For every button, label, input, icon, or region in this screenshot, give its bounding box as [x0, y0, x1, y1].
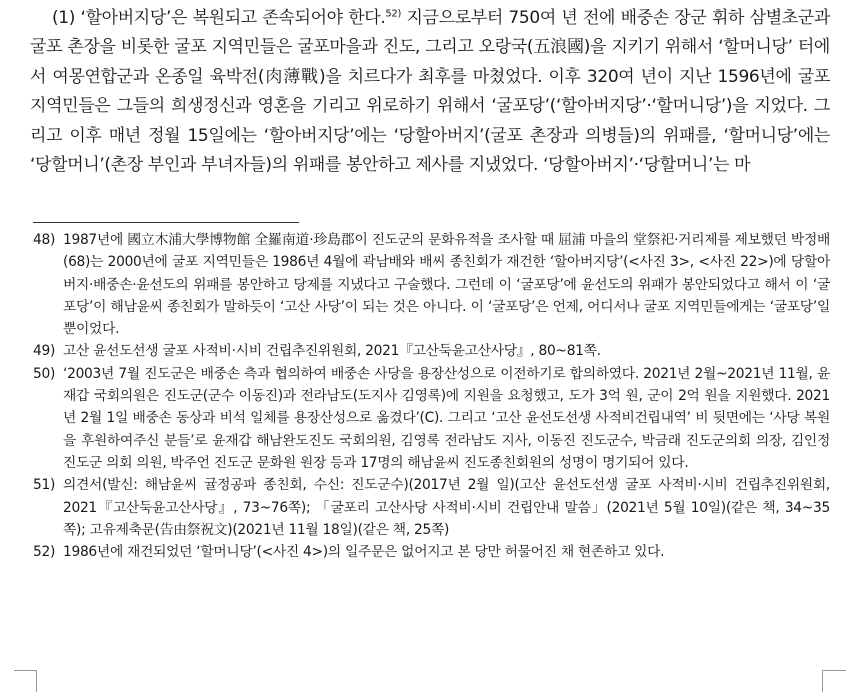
footnote-49: [33, 340, 830, 362]
footnote-48: [33, 229, 830, 340]
footnote-number: 49): [33, 343, 56, 360]
footnote-text: ‘2003년 7월 진도군은 배중손 측과 협의하여 배중손 사당을 용장산성으로 이전하기로 합의하였다. 2021년 2월~2021년 11월, 윤재갑 국회의원은 진도군(군수 이동진)과 전라남도(도지사 김영록)에 지원을 요청했고, 도가 3억 원, 군이 2억 원을 지원했다. 2021년 2월 1일 배중손 동상과 비석 일체를 용장산성으로 옮겼다’(C). 그리고 ‘고산 윤선도선생 사적비건립내역’ 비 뒷면에는 ‘사당 복원을 후원하여주신 분들’로 윤재갑 해남완도진도 국회의원, 김영록 전라남도 지사, 이동진 진도군수, 박금래 진도군의회 의장, 김인정 진도군 의회 의원, 박주언 진도군 문화원 원장 등과 17명의 해남윤씨 진도종친회원의 성명이 명기되어 있다.: [63, 365, 830, 471]
footnote-50: [33, 363, 830, 474]
paragraph-continuation: 지금으로부터 750여 년 전에 배중손 장군 휘하 삼별초군과 굴포 촌장을 비롯한 굴포 지역민들은 굴포마을과 진도, 그리고 오랑국(五浪國)을 지키기 위해서 ‘할머니당’ 터에서 여몽연합군과 온종일 육박전(肉薄戰)을 치르다가 최후를 마쳤었다. 이후 320여 년이 지난 1596년에 굴포 지역민들은 그들의 희생정신과 영혼을 기리고 위로하기 위해서 ‘굴포당’(‘할아버지당’·‘할머니당’)을 지었다. 그리고 이후 매년 정월 15일에는 ‘할아버지당’에는 ‘당할아버지’(굴포 촌장과 의병들)의 위패를, ‘할머니당’에는 ‘당할머니’(촌장 부인과 부녀자들)의 위패를 봉안하고 제사를 지냈었다. ‘당할아버지’·‘당할머니’는 마: [30, 8, 830, 176]
crop-mark-right-vertical: [822, 670, 823, 692]
footnote-text: 고산 윤선도선생 굴포 사적비·시비 건립추진위원회, 2021『고산둑윤고산사당』, 80~81쪽.: [63, 343, 601, 360]
crop-mark-right-horizontal: [822, 670, 846, 671]
body-paragraph: [30, 4, 830, 180]
crop-mark-left-horizontal: [14, 670, 36, 671]
crop-mark-left-vertical: [36, 670, 37, 692]
footnote-text: 의견서(발신: 해남윤씨 귤정공파 종친회, 수신: 진도군수)(2017년 2월 일)(고산 윤선도선생 굴포 사적비·시비 건립추진위원회, 2021『고산둑윤고산사당』, 73~76쪽); 「굴포리 고산사당 사적비·시비 건립안내 말씀」(2021년 5월 10일)(같은 책, 34~35쪽); 고유제축문(告由祭祝文)(2021년 11월 18일)(같은 책, 25쪽): [63, 477, 830, 538]
footnote-separator: [33, 222, 299, 223]
footnote-number: 50): [33, 365, 56, 382]
footnote-51: [33, 474, 830, 541]
footnote-number: 52): [33, 544, 56, 561]
footnote-number: 48): [33, 232, 56, 248]
footnotes: [33, 229, 830, 563]
paragraph-lead: (1) ‘할아버지당’은 복원되고 존속되어야 한다.: [52, 8, 386, 28]
footnote-52: [33, 541, 830, 563]
footnote-text: 1986년에 재건되었던 ‘할머니당’(<사진 4>)의 일주문은 없어지고 본 당만 허물어진 채 현존하고 있다.: [63, 544, 665, 561]
footnote-ref-52[interactable]: 52): [385, 8, 401, 20]
footnote-text: 1987년에 國立木浦大學博物館 全羅南道·珍島郡이 진도군의 문화유적을 조사할 때 屈浦 마을의 堂祭祀·거리제를 제보했던 박정배(68)는 2000년에 굴포 지역민들은 1986년 4월에 곽남배와 배씨 종친회가 재건한 ‘할아버지당’(<사진 3>, <사진 22>)에 당할아버지·배중손·윤선도의 위패를 봉안하고 당제를 지냈다고 구술했다. 그런데 이 ‘굴포당’에 윤선도의 위패가 봉안되었다고 해서 이 ‘굴포당’이 해남윤씨 종친회가 말하듯이 ‘고산 사당’이 되는 것은 아니다. 이 ‘굴포당’은 언제, 어디서나 굴포 지역민들에게는 ‘굴포당’일 뿐이었다.: [63, 232, 830, 338]
footnote-number: 51): [33, 477, 56, 494]
